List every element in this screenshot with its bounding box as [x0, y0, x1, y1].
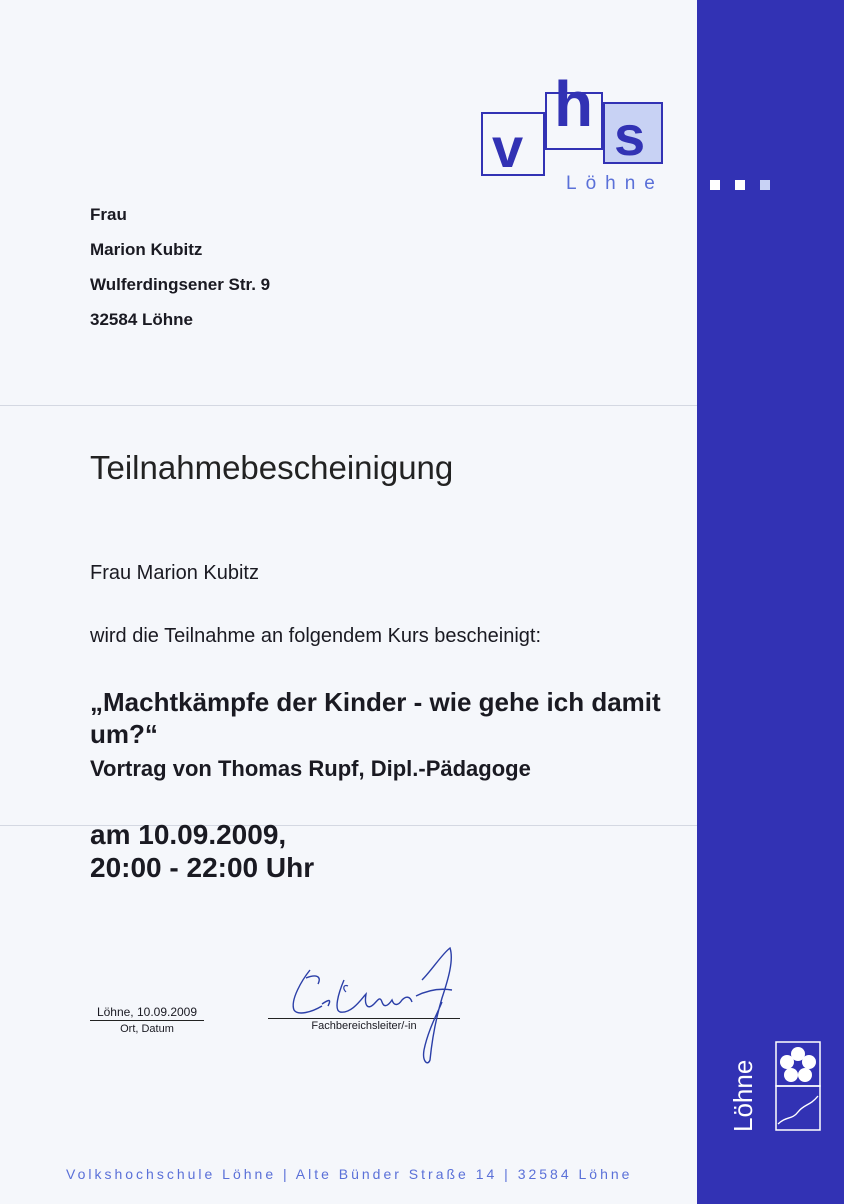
certificate-recipient: Frau Marion Kubitz: [90, 562, 259, 584]
place-date-block: [90, 1005, 204, 1035]
address-street: Wulferdingsener Str. 9: [90, 275, 271, 294]
course-title: „Machtkämpfe der Kinder - wie gehe ich damit um?“: [90, 687, 661, 749]
logo-square: [710, 180, 720, 190]
logo-letter-v: v: [492, 116, 524, 179]
logo-subtitle: Löhne: [566, 173, 664, 194]
fold-line: [0, 405, 697, 406]
logo-square: [760, 180, 770, 190]
course-date: am 10.09.2009,: [90, 819, 287, 850]
certificate-intro: wird die Teilnahme an folgendem Kurs bescheinigt:: [90, 625, 542, 647]
certificate-title: Teilnahmebescheinigung: [90, 449, 454, 486]
place-date-label: Ort, Datum: [120, 1023, 174, 1035]
course-time: 20:00 - 22:00 Uhr: [90, 852, 315, 883]
place-date-value: Löhne, 10.09.2009: [90, 1005, 204, 1021]
recipient-address: [90, 197, 270, 337]
emblem-text: Löhne: [728, 1059, 758, 1132]
address-salutation: Frau: [90, 205, 127, 224]
handwritten-signature: [282, 940, 472, 1070]
logo-letter-h: h: [554, 68, 594, 140]
address-city: 32584 Löhne: [90, 310, 193, 329]
course-speaker: Vortrag von Thomas Rupf, Dipl.-Pädagoge: [90, 756, 531, 781]
logo-letter-s: s: [614, 104, 646, 167]
footer-address: Volkshochschule Löhne | Alte Bünder Straße 14 | 32584 Löhne: [66, 1166, 633, 1182]
address-name: Marion Kubitz: [90, 240, 203, 259]
logo-square: [735, 180, 745, 190]
signer-label: Fachbereichsleiter/-in: [311, 1020, 417, 1032]
course-datetime: [90, 818, 314, 884]
vhs-logo: [478, 70, 778, 200]
